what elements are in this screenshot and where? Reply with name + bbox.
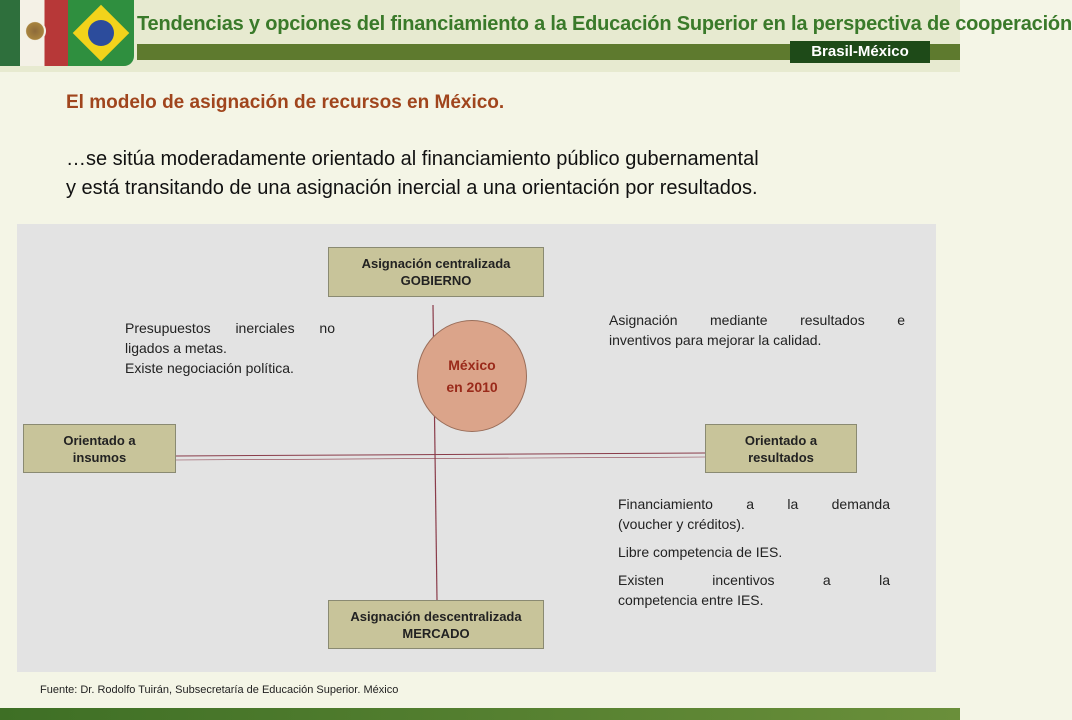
note-free-competition: Libre competencia de IES. [618, 544, 783, 560]
note-incentives: Existen incentivos a la competencia entre IES. [618, 572, 890, 608]
intro-line-1: …se sitúa moderadamente orientado al financiamiento público gubernamental [66, 148, 759, 170]
horizontal-axis [176, 453, 705, 456]
note-top-right: Asignación mediante resultados e inventivos para mejorar la calidad. [609, 312, 905, 348]
bottom-box-descentralizada: Asignación descentralizada MERCADO [328, 600, 544, 649]
brasil-mexico-badge: Brasil-México [790, 41, 930, 63]
note-bottom-right [618, 494, 890, 618]
note-demand-financing: Financiamiento a la demanda (voucher y créditos). [618, 496, 890, 532]
intro-line-2: y está transitando de una asignación inercial a una orientación por resultados. [66, 177, 758, 199]
horizontal-axis-shadow [176, 457, 705, 460]
note-top-left: Presupuestos inerciales no ligados a metas. Existe negociación política. [125, 320, 335, 376]
slide-header-title: Tendencias y opciones del financiamiento a la Educación Superior en la perspectiva de cooperación [137, 13, 1072, 35]
source-citation: Fuente: Dr. Rodolfo Tuirán, Subsecretaría de Educación Superior. México [40, 684, 399, 696]
mexico-2010-marker: México en 2010 [417, 320, 527, 432]
footer-band [0, 708, 960, 720]
section-title: El modelo de asignación de recursos en México. [66, 92, 505, 113]
top-box-centralizada: Asignación centralizada GOBIERNO [328, 247, 544, 297]
right-box-resultados: Orientado a resultados [705, 424, 857, 473]
left-box-insumos: Orientado a insumos [23, 424, 176, 473]
